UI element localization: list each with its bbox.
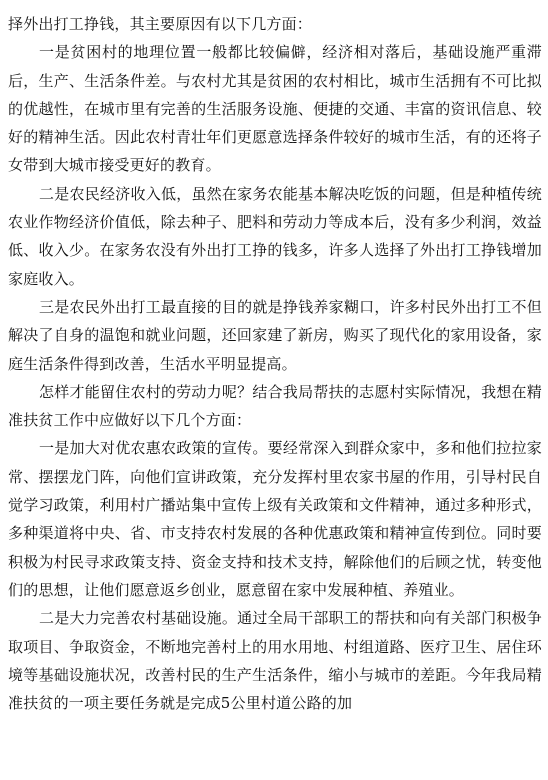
paragraph-measure-one: 一是加大对优农惠农政策的宣传。要经常深入到群众家中，多和他们拉拉家常、摆摆龙门阵，向他们宣讲政策，充分发挥村里农家书屋的作用，引导村民自觉学习政策，利用村广播站集中宣传上级有关政策和文件精神，通过多种形式，多种渠道将中央、省、市支持农村发展的各种优惠政策和精神宣传到位。同时要积极为村民寻求政策支持、资金支持和技术支持，解除他们的后顾之忧，转变他们的思想，让他们愿意返乡创业，愿意留在家中发展种植、养殖业。 (8, 439, 542, 599)
paragraph-reason-three: 三是农民外出打工最直接的目的就是挣钱养家糊口，许多村民外出打工不但解决了自身的温饱和就业问题，还回家建了新房，购买了现代化的家用设备，家庭生活条件得到改善，生活水平明显提高。 (8, 297, 542, 373)
paragraph-question: 怎样才能留住农村的劳动力呢？结合我局帮扶的志愿村实际情况，我想在精准扶贫工作中应做好以下几个方面： (8, 382, 542, 430)
paragraph-reason-one: 一是贫困村的地理位置一般都比较偏僻，经济相对落后，基础设施严重滞后，生产、生活条件差。与农村尤其是贫困的农村相比，城市生活拥有不可比拟的优越性，在城市里有完善的生活服务设施、便捷的交通、丰富的资讯信息、较好的精神生活。因此农村青壮年们更愿意选择条件较好的城市生活，有的还将子女带到大城市接受更好的教育。 (8, 43, 542, 175)
paragraph-measure-two: 二是大力完善农村基础设施。通过全局干部职工的帮扶和向有关部门积极争取项目、争取资金，不断地完善村上的用水用地、村组道路、医疗卫生、居住环境等基础设施状况，改善村民的生产生活条件，缩小与城市的差距。今年我局精准扶贫的一项主要任务就是完成5公里村道公路的加 (8, 609, 542, 713)
paragraph-continuation: 择外出打工挣钱，其主要原因有以下几方面： (8, 15, 313, 33)
paragraph-reason-two: 二是农民经济收入低，虽然在家务农能基本解决吃饭的问题，但是种植传统农业作物经济价值低，除去种子、肥料和劳动力等成本后，没有多少利润，效益低、收入少。在家务农没有外出打工挣的钱多，许多人选择了外出打工挣钱增加家庭收入。 (8, 184, 542, 288)
